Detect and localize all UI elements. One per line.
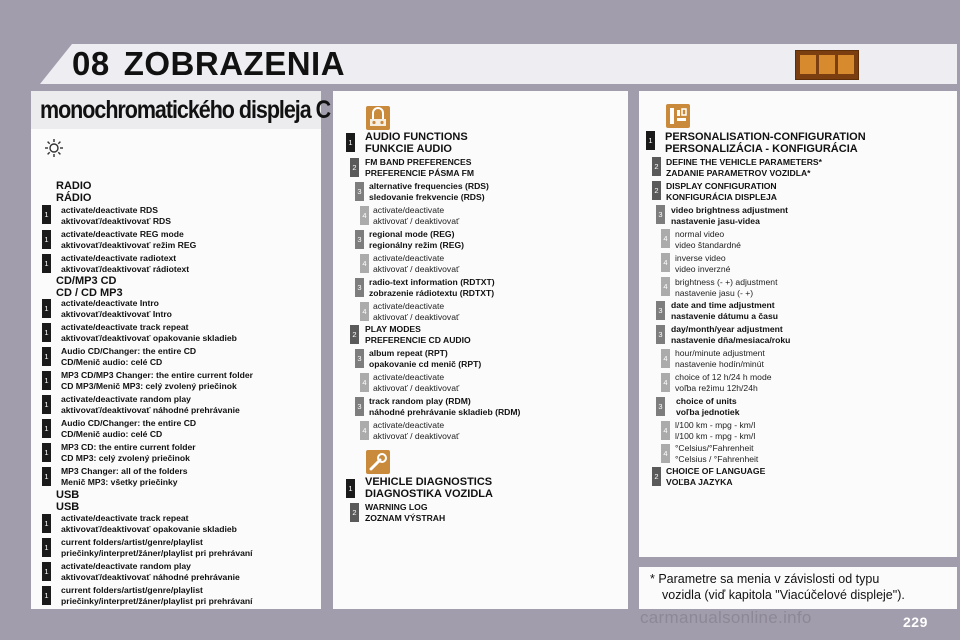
menu-item	[61, 322, 237, 344]
level-badge: 1	[42, 371, 51, 390]
item-en: album repeat (RPT)	[369, 348, 448, 358]
wrench-icon	[366, 450, 390, 474]
menu-item	[61, 513, 237, 535]
item-sk: video inverzné	[675, 264, 731, 274]
level-badge: 2	[652, 157, 661, 176]
chapter-number: 08	[72, 45, 110, 82]
item-sk: nastavenie jasu-videa	[671, 216, 760, 226]
item-en: current folders/artist/genre/playlist	[61, 537, 203, 547]
item-en: MP3 CD/MP3 Changer: the entire current folder	[61, 370, 253, 380]
radio-heading-sk: RÁDIO	[56, 191, 92, 204]
level-badge: 4	[661, 349, 670, 368]
menu-item	[373, 420, 459, 442]
menu-item	[61, 442, 196, 464]
item-en: choice of 12 h/24 h mode	[675, 372, 772, 382]
page-number: 229	[903, 614, 928, 630]
personalisation-icon	[666, 104, 690, 128]
sun-icon	[44, 138, 64, 158]
thumbnail-2	[819, 55, 835, 74]
item-en: video brightness adjustment	[671, 205, 788, 215]
level-badge: 3	[355, 278, 364, 297]
level-badge: 1	[42, 205, 51, 224]
item-en: activate/deactivate	[373, 253, 445, 263]
level-badge: 1	[42, 538, 51, 557]
item-sk: aktivovať / deaktivovať	[373, 431, 460, 441]
menu-item	[675, 420, 755, 442]
menu-item	[675, 253, 730, 275]
item-en: radio-text information (RDTXT)	[369, 277, 495, 287]
menu-item	[369, 348, 481, 370]
menu-item	[369, 277, 495, 299]
item-en: activate/deactivate	[373, 301, 445, 311]
chapter-title	[72, 44, 345, 84]
item-en: normal video	[675, 229, 725, 239]
item-sk: °Celsius / °Fahrenheit	[675, 454, 759, 464]
level-badge: 4	[661, 253, 670, 272]
item-sk: aktivovať/deaktivovať opakovanie skladieb	[61, 524, 237, 534]
level-badge: 4	[661, 421, 670, 440]
level-badge: 4	[360, 254, 369, 273]
item-sk: KONFIGURÁCIA DISPLEJA	[666, 192, 777, 202]
item-sk: náhodné prehrávanie skladieb (RDM)	[369, 407, 521, 417]
menu-item	[365, 502, 445, 524]
menu-item	[676, 396, 739, 418]
thumbnail-3	[838, 55, 854, 74]
level-badge: 4	[360, 206, 369, 225]
level-badge: 3	[656, 301, 665, 320]
item-en: alternative frequencies (RDS)	[369, 181, 489, 191]
level-badge: 2	[652, 181, 661, 200]
footnote	[650, 571, 905, 603]
item-en: Audio CD/Changer: the entire CD	[61, 418, 197, 428]
level-badge: 4	[661, 444, 670, 463]
usb-heading	[56, 490, 79, 513]
menu-item	[369, 396, 520, 418]
audio-settings-icon	[366, 106, 390, 130]
menu-item	[61, 253, 189, 275]
cd-heading-en: CD/MP3 CD	[56, 275, 117, 287]
pers-heading-sk: PERSONALIZÁCIA - KONFIGURÁCIA	[665, 142, 858, 155]
item-sk: l/100 km - mpg - km/l	[675, 431, 756, 441]
item-en: choice of units	[676, 396, 737, 406]
audio-heading	[365, 132, 468, 155]
item-en: brightness (- +) adjustment	[675, 277, 778, 287]
menu-item	[675, 372, 772, 394]
footnote-line-2: vozidla (viď kapitola "Viacúčelové displeje").	[662, 588, 905, 602]
item-sk: Menič MP3: všetky priečinky	[61, 477, 178, 487]
level-badge: 1	[646, 131, 655, 150]
level-badge: 2	[350, 325, 359, 344]
level-badge: 1	[42, 467, 51, 486]
item-sk: aktivovať/deaktivovať opakovanie skladieb	[61, 333, 237, 343]
item-en: PLAY MODES	[365, 324, 421, 334]
menu-item	[61, 561, 240, 583]
item-sk: PREFERENCIE CD AUDIO	[365, 335, 471, 345]
item-en: track random play (RDM)	[369, 396, 471, 406]
level-badge: 4	[661, 373, 670, 392]
thumbnail-1	[800, 55, 816, 74]
menu-item	[373, 205, 459, 227]
item-en: WARNING LOG	[365, 502, 428, 512]
menu-item	[671, 300, 778, 322]
item-en: activate/deactivate RDS	[61, 205, 158, 215]
item-en: regional mode (REG)	[369, 229, 455, 239]
item-en: day/month/year adjustment	[671, 324, 783, 334]
item-en: inverse video	[675, 253, 726, 263]
item-sk: nastavenie dňa/mesiaca/roku	[671, 335, 791, 345]
item-en: DEFINE THE VEHICLE PARAMETERS*	[666, 157, 822, 167]
pers-heading-en: PERSONALISATION-CONFIGURATION	[665, 131, 866, 143]
item-sk: aktivovať/deaktivovať režim REG	[61, 240, 197, 250]
menu-item	[61, 585, 253, 607]
chapter-thumbnails	[795, 50, 859, 80]
level-badge: 1	[42, 395, 51, 414]
cd-heading-sk: CD / CD MP3	[56, 286, 123, 299]
left-banner-title: monochromatického displeja C	[40, 96, 331, 124]
item-en: activate/deactivate	[373, 372, 445, 382]
item-en: activate/deactivate random play	[61, 394, 191, 404]
item-sk: VOĽBA JAZYKA	[666, 477, 733, 487]
menu-item	[675, 443, 758, 465]
level-badge: 3	[355, 182, 364, 201]
item-sk: sledovanie frekvencie (RDS)	[369, 192, 485, 202]
item-en: hour/minute adjustment	[675, 348, 765, 358]
item-en: activate/deactivate radiotext	[61, 253, 177, 263]
menu-item	[61, 205, 171, 227]
level-badge: 4	[661, 229, 670, 248]
menu-item	[373, 253, 459, 275]
level-badge: 1	[42, 562, 51, 581]
cd-heading	[56, 276, 123, 299]
item-sk: CD MP3: celý zvolený priečinok	[61, 453, 190, 463]
level-badge: 2	[652, 467, 661, 486]
audio-heading-en: AUDIO FUNCTIONS	[365, 131, 468, 143]
item-sk: ZOZNAM VÝSTRAH	[365, 513, 446, 523]
watermark: carmanualsonline.info	[640, 608, 812, 627]
item-sk: aktivovať/deaktivovať RDS	[61, 216, 171, 226]
diag-heading-en: VEHICLE DIAGNOSTICS	[365, 476, 493, 488]
item-sk: CD/Menič audio: celé CD	[61, 429, 163, 439]
item-sk: aktivovať/deaktivovať rádiotext	[61, 264, 190, 274]
item-sk: opakovanie cd menič (RPT)	[369, 359, 482, 369]
item-sk: priečinky/interpret/žáner/playlist pri prehrávaní	[61, 596, 253, 606]
item-en: current folders/artist/genre/playlist	[61, 585, 203, 595]
item-sk: aktivovať/deaktivovať náhodné prehrávanie	[61, 405, 240, 415]
menu-item	[675, 277, 777, 299]
level-badge: 3	[355, 349, 364, 368]
level-badge: 4	[661, 277, 670, 296]
menu-item	[365, 157, 474, 179]
menu-item	[369, 229, 464, 251]
level-badge: 1	[42, 586, 51, 605]
item-sk: aktivovať/deaktivovať náhodné prehrávanie	[61, 572, 240, 582]
item-en: date and time adjustment	[671, 300, 775, 310]
level-badge: 1	[42, 443, 51, 462]
item-en: l/100 km - mpg - km/l	[675, 420, 756, 430]
menu-item	[666, 466, 765, 488]
menu-item	[61, 370, 253, 392]
menu-item	[61, 298, 172, 320]
level-badge: 3	[355, 397, 364, 416]
level-badge: 3	[355, 230, 364, 249]
item-en: activate/deactivate track repeat	[61, 322, 189, 332]
menu-item	[671, 324, 790, 346]
menu-item	[61, 394, 240, 416]
item-sk: zobrazenie rádiotextu (RDTXT)	[369, 288, 495, 298]
radio-heading	[56, 181, 91, 204]
level-badge: 1	[42, 514, 51, 533]
usb-heading-en: USB	[56, 489, 80, 501]
item-sk: nastavenie hodín/minút	[675, 359, 764, 369]
menu-item	[61, 418, 196, 440]
item-sk: nastavenie dátumu a času	[671, 311, 778, 321]
item-en: Audio CD/Changer: the entire CD	[61, 346, 197, 356]
radio-heading-en: RADIO	[56, 180, 92, 192]
item-en: activate/deactivate	[373, 205, 445, 215]
item-sk: PREFERENCIE PÁSMA FM	[365, 168, 475, 178]
item-en: DISPLAY CONFIGURATION	[666, 181, 777, 191]
menu-item	[373, 372, 459, 394]
menu-item	[666, 157, 822, 179]
audio-heading-sk: FUNKCIE AUDIO	[365, 142, 452, 155]
menu-item	[675, 348, 765, 370]
level-badge: 1	[42, 347, 51, 366]
level-badge: 3	[656, 397, 665, 416]
level-badge: 1	[42, 230, 51, 249]
item-en: MP3 Changer: all of the folders	[61, 466, 188, 476]
menu-item	[365, 324, 471, 346]
menu-item	[369, 181, 489, 203]
level-badge: 4	[360, 421, 369, 440]
level-badge: 3	[656, 325, 665, 344]
menu-item	[675, 229, 741, 251]
item-sk: aktivovať/deaktivovať Intro	[61, 309, 172, 319]
level-badge: 1	[346, 133, 355, 152]
item-sk: aktivovať / deaktivovať	[373, 383, 460, 393]
item-en: CHOICE OF LANGUAGE	[666, 466, 766, 476]
diag-heading-sk: DIAGNOSTIKA VOZIDLA	[365, 487, 493, 500]
item-en: FM BAND PREFERENCES	[365, 157, 472, 167]
menu-item	[61, 537, 253, 559]
item-sk: aktivovať / deaktivovať	[373, 216, 460, 226]
level-badge: 4	[360, 302, 369, 321]
menu-item	[666, 181, 777, 203]
level-badge: 1	[42, 419, 51, 438]
item-sk: regionálny režim (REG)	[369, 240, 465, 250]
item-sk: priečinky/interpret/žáner/playlist pri prehrávaní	[61, 548, 253, 558]
item-sk: nastavenie jasu (- +)	[675, 288, 754, 298]
level-badge: 2	[350, 503, 359, 522]
chapter-title-text: ZOBRAZENIA	[123, 45, 346, 82]
item-en: activate/deactivate REG mode	[61, 229, 184, 239]
level-badge: 1	[42, 299, 51, 318]
menu-item	[61, 466, 188, 488]
usb-heading-sk: USB	[56, 500, 80, 513]
item-en: activate/deactivate	[373, 420, 445, 430]
item-en: activate/deactivate random play	[61, 561, 191, 571]
footnote-line-1: * Parametre sa menia v závislosti od typu	[650, 572, 880, 586]
item-en: activate/deactivate Intro	[61, 298, 159, 308]
item-en: activate/deactivate track repeat	[61, 513, 189, 523]
menu-item	[671, 205, 788, 227]
item-sk: voľba jednotiek	[676, 407, 740, 417]
level-badge: 1	[42, 323, 51, 342]
level-badge: 1	[346, 479, 355, 498]
diagnostics-heading	[365, 477, 493, 500]
personalisation-heading	[665, 132, 866, 155]
level-badge: 2	[350, 158, 359, 177]
level-badge: 3	[656, 205, 665, 224]
item-sk: voľba režimu 12h/24h	[675, 383, 758, 393]
menu-item	[61, 229, 196, 251]
item-sk: aktivovať / deaktivovať	[373, 312, 460, 322]
item-sk: aktivovať / deaktivovať	[373, 264, 460, 274]
level-badge: 4	[360, 373, 369, 392]
level-badge: 1	[42, 254, 51, 273]
item-sk: video štandardné	[675, 240, 741, 250]
item-sk: CD/Menič audio: celé CD	[61, 357, 163, 367]
menu-item	[373, 301, 459, 323]
item-sk: ZADANIE PARAMETROV VOZIDLA*	[666, 168, 811, 178]
item-sk: CD MP3/Menič MP3: celý zvolený priečinok	[61, 381, 237, 391]
menu-item	[61, 346, 196, 368]
item-en: °Celsius/°Fahrenheit	[675, 443, 754, 453]
item-en: MP3 CD: the entire current folder	[61, 442, 196, 452]
